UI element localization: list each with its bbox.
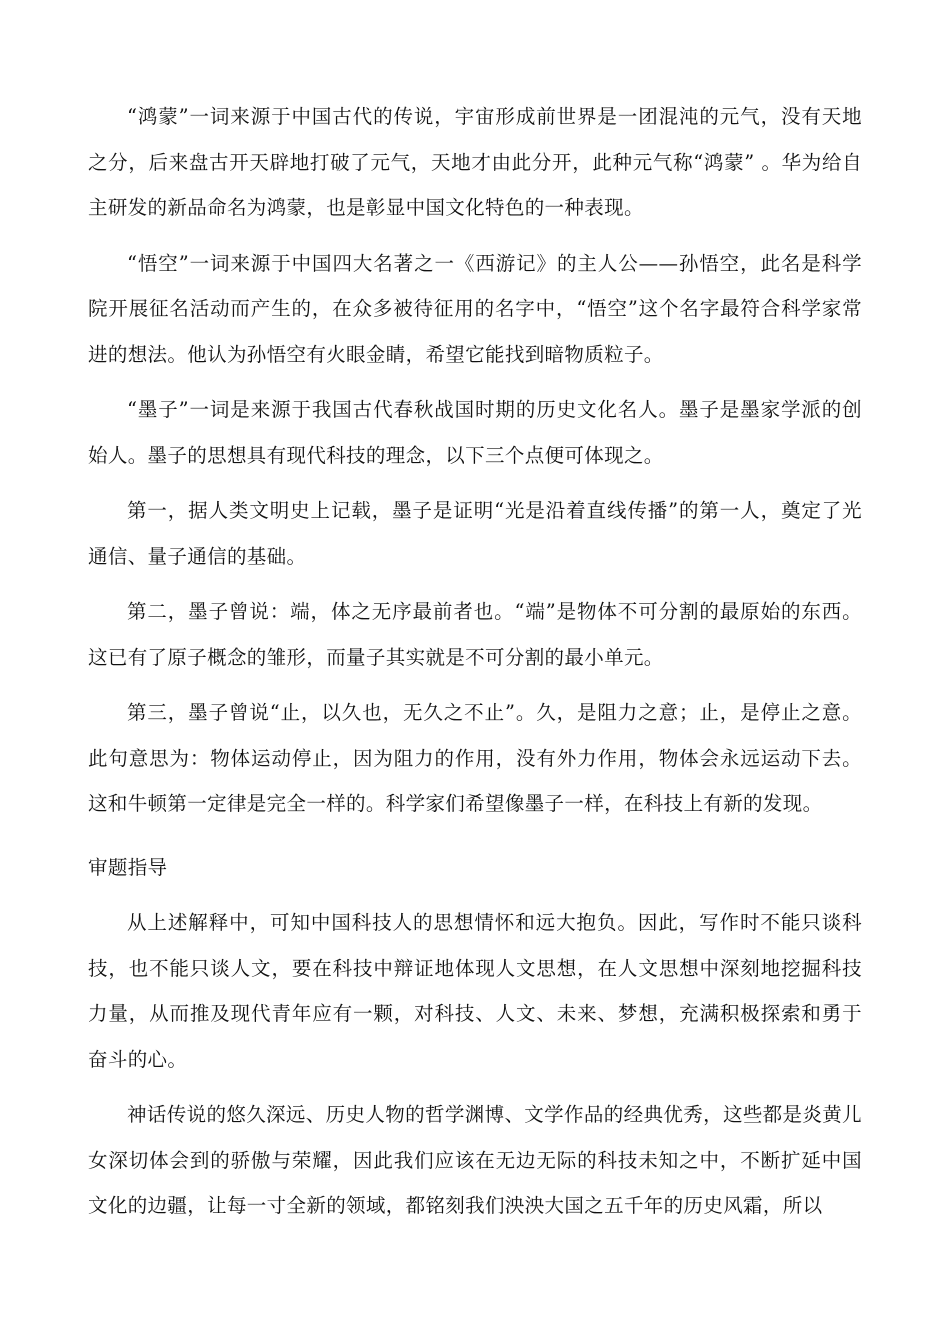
- paragraph-mozi-third: 第三，墨子曾说“止，以久也，无久之不止”。久，是阻力之意；止，是停止之意。此句意思为：物体运动停止，因为阻力的作用，没有外力作用，物体会永远运动下去。这和牛顿第一定律是完全一样的。科学家们希望像墨子一样，在科技上有新的发现。: [88, 701, 862, 815]
- paragraph-mozi-first: 第一，据人类文明史上记载，墨子是证明“光是沿着直线传播”的第一人，奠定了光通信、量子通信的基础。: [88, 499, 862, 568]
- paragraph-wukong: “悟空”一词来源于中国四大名著之一《西游记》的主人公——孙悟空，此名是科学院开展征名活动而产生的，在众多被待征用的名字中，“悟空”这个名字最符合科学家常进的想法。他认为孙悟空有火眼金睛，希望它能找到暗物质粒子。: [88, 251, 862, 366]
- paragraph-mozi-second: 第二，墨子曾说：端，体之无序最前者也。“端”是物体不可分割的最原始的东西。这已有了原子概念的雏形，而量子其实就是不可分割的最小单元。: [88, 600, 862, 669]
- paragraph-mozi-intro: “墨子”一词是来源于我国古代春秋战国时期的历史文化名人。墨子是墨家学派的创始人。墨子的思想具有现代科技的理念，以下三个点便可体现之。: [88, 398, 862, 467]
- paragraph-hongmeng: “鸿蒙”一词来源于中国古代的传说，宇宙形成前世界是一团混沌的元气，没有天地之分，后来盘古开天辟地打破了元气，天地才由此分开，此种元气称“鸿蒙” 。华为给自主研发的新品命名为鸿蒙，也是彰显中国文化特色的一种表现。: [88, 105, 862, 219]
- paragraph-guidance-1: 从上述解释中，可知中国科技人的思想情怀和远大抱负。因此，写作时不能只谈科技，也不能只谈人文，要在科技中辩证地体现人文思想，在人文思想中深刻地挖掘科技力量，从而推及现代青年应有一颗，对科技、人文、未来、梦想，充满积极探索和勇于奋斗的心。: [88, 911, 862, 1071]
- section-heading: 审题指导: [88, 855, 168, 879]
- paragraph-guidance-2: 神话传说的悠久深远、历史人物的哲学渊博、文学作品的经典优秀，这些都是炎黄儿女深切体会到的骄傲与荣耀，因此我们应该在无边无际的科技未知之中，不断扩延中国文化的边疆，让每一寸全新的领域，都铭刻我们泱泱大国之五千年的历史风霜，所以: [88, 1103, 862, 1217]
- document-body: [88, 94, 862, 1239]
